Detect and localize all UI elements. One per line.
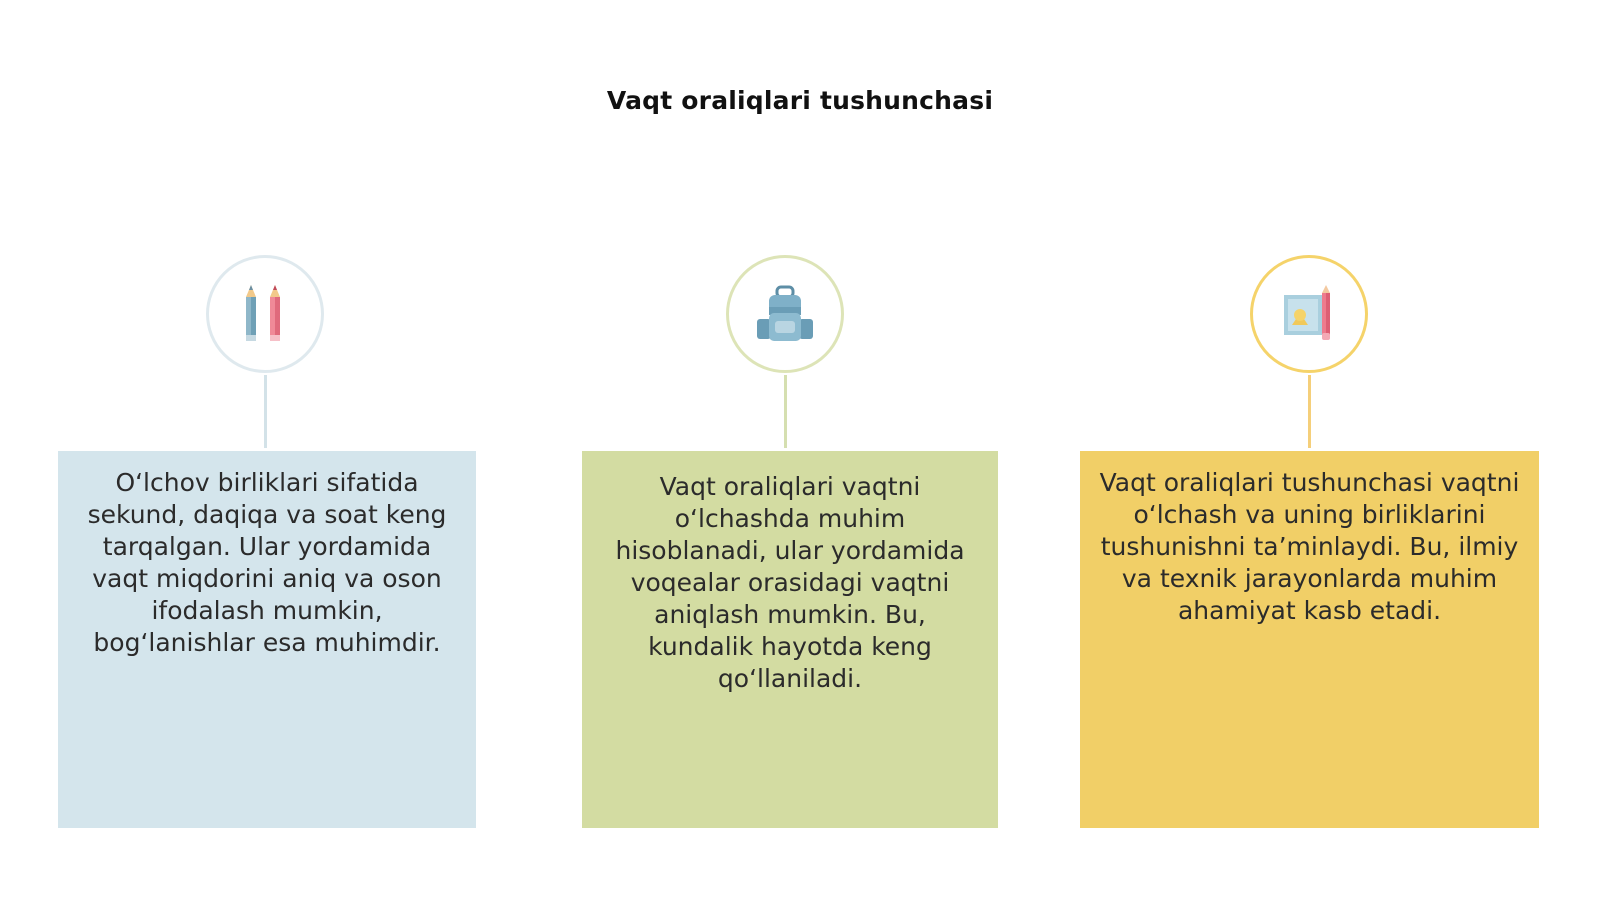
pencils-icon xyxy=(240,283,290,345)
drawing-pencil-icon xyxy=(1280,285,1338,343)
connector-line-1 xyxy=(264,375,267,448)
connector-line-3 xyxy=(1308,375,1311,448)
slide-title: Vaqt oraliqlari tushunchasi xyxy=(606,86,994,115)
backpack-icon xyxy=(755,285,815,343)
info-card-1: O‘lchov birliklari sifatida sekund, daqiqa va soat keng tarqalgan. Ular yordamida vaqt miqdorini aniq va oson ifodalash mumkin, bog‘lanishlar esa muhimdir. xyxy=(58,451,476,828)
icon-badge-3 xyxy=(1250,255,1368,373)
icon-badge-1 xyxy=(206,255,324,373)
info-card-3: Vaqt oraliqlari tushunchasi vaqtni o‘lchash va uning birliklarini tushunishni ta’minlaydi. Bu, ilmiy va texnik jarayonlarda muhim ahamiyat kasb etadi. xyxy=(1080,451,1539,828)
connector-line-2 xyxy=(784,375,787,448)
info-card-2: Vaqt oraliqlari vaqtni o‘lchashda muhim hisoblanadi, ular yordamida voqealar orasidagi vaqtni aniqlash mumkin. Bu, kundalik hayotda keng qo‘llaniladi. xyxy=(582,451,998,828)
icon-badge-2 xyxy=(726,255,844,373)
